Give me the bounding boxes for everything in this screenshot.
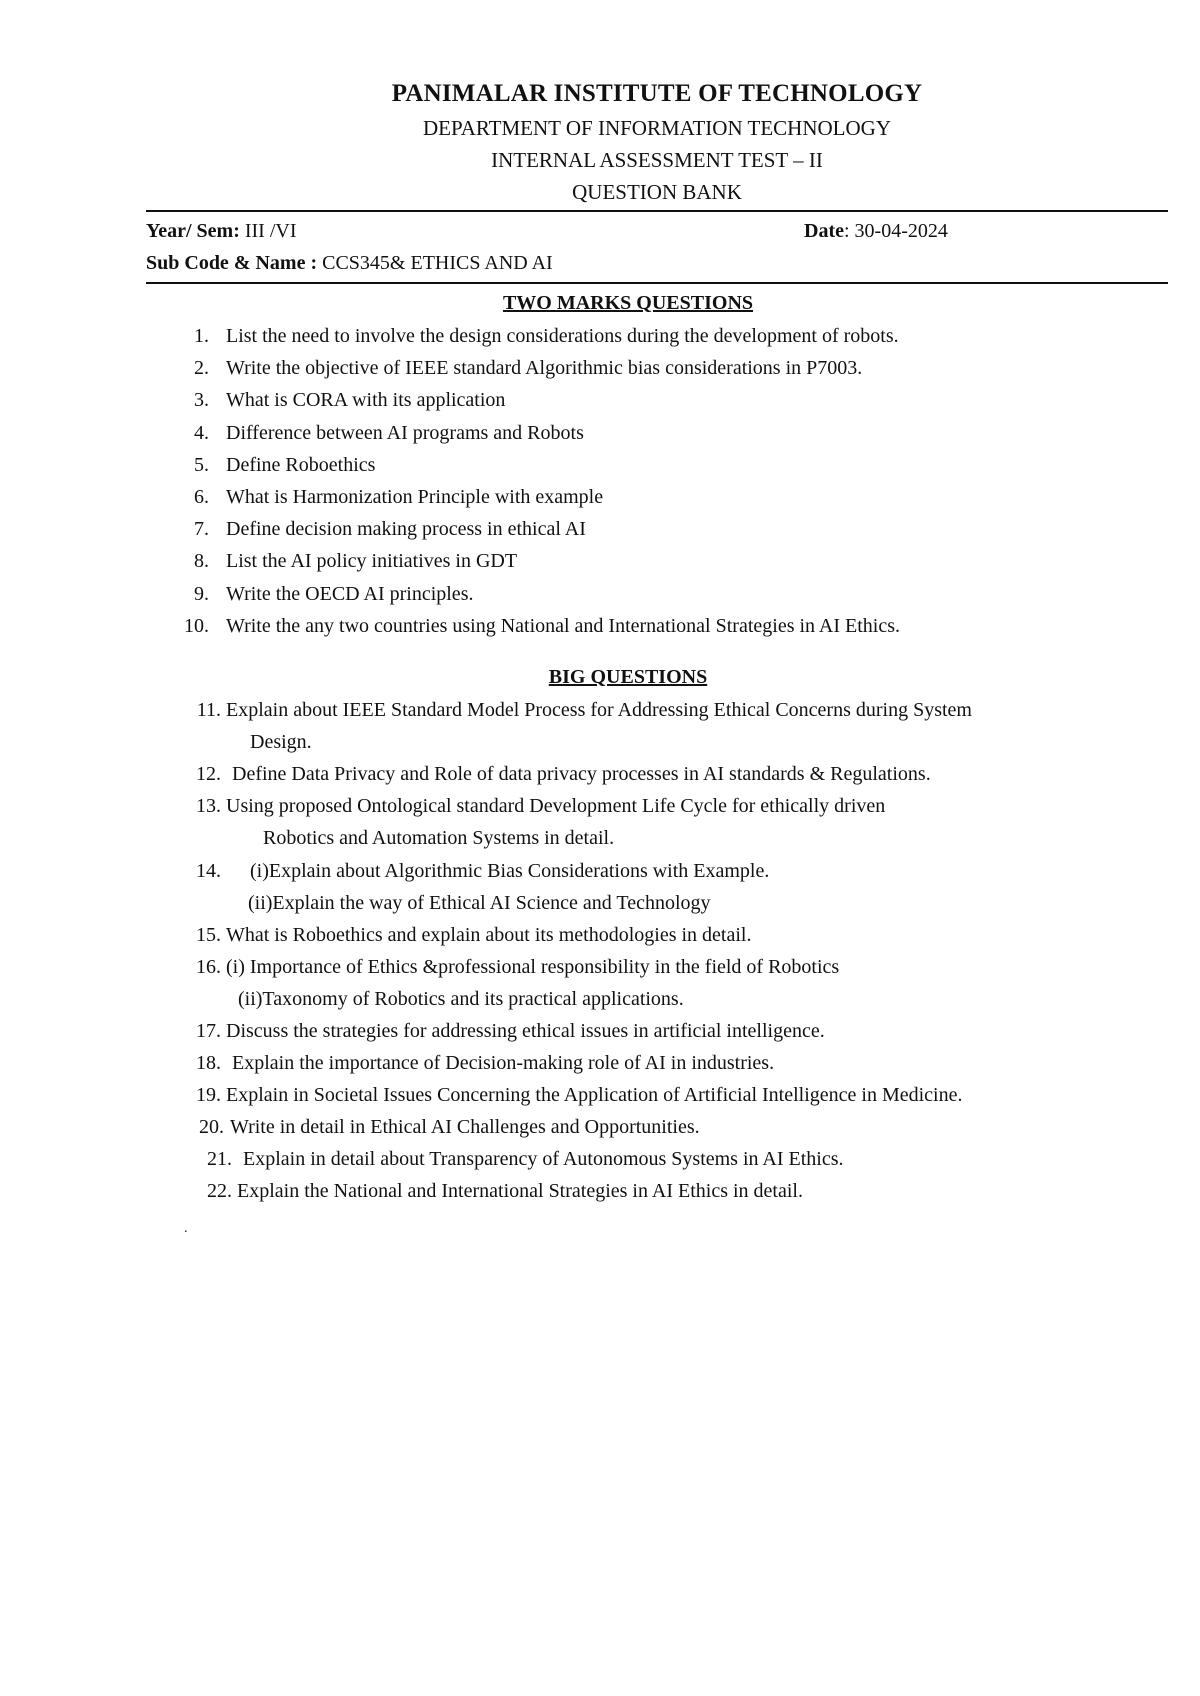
question-text: What is CORA with its application [226, 389, 506, 412]
question-number: 2. [194, 357, 209, 380]
test-name: INTERNAL ASSESSMENT TEST – II [491, 148, 823, 172]
year-sem-label: Year/ Sem: [146, 220, 240, 242]
question-number: 21. [207, 1148, 232, 1170]
two-marks-title: TWO MARKS QUESTIONS [502, 292, 754, 314]
question-number: 1. [194, 325, 209, 347]
date-field [804, 216, 948, 246]
question-text: Write the OECD AI principles. [226, 582, 474, 605]
question-text: Using proposed Ontological standard Development Life Cycle for ethically driven [226, 795, 886, 817]
question-text: Explain the National and International Strategies in AI Ethics in detail. [237, 1180, 803, 1202]
question-number: 7. [194, 518, 209, 541]
institution-name: PANIMALAR INSTITUTE OF TECHNOLOGY [391, 80, 923, 107]
question-number: 5. [194, 453, 209, 476]
subject-value: CCS345& ETHICS AND AI [322, 252, 553, 274]
document-type: QUESTION BANK [572, 180, 742, 204]
question-number: 8. [194, 550, 209, 573]
question-continuation: (ii)Explain the way of Ethical AI Science and Technology [248, 892, 711, 914]
question-number: 20. [199, 1116, 224, 1138]
question-number: 11. [196, 699, 221, 721]
question-number: 18. [196, 1052, 221, 1074]
question-number: 10. [184, 614, 209, 637]
question-text: Write the any two countries using National and International Strategies in AI Ethics. [226, 614, 901, 637]
question-text: Explain in Societal Issues Concerning the Application of Artificial Intelligence in Medicine. [226, 1084, 963, 1106]
question-number: 12. [196, 763, 221, 785]
question-text: What is Harmonization Principle with example [226, 486, 604, 508]
question-text: Define Data Privacy and Role of data privacy processes in AI standards & Regulations. [232, 763, 931, 785]
question-number: 17. [196, 1020, 221, 1042]
bottom-divider [146, 282, 1168, 284]
question-text: Explain in detail about Transparency of Autonomous Systems in AI Ethics. [243, 1148, 844, 1170]
question-text: List the AI policy initiatives in GDT [226, 550, 518, 573]
question-text: List the need to involve the design considerations during the development of robots. [226, 325, 899, 347]
question-continuation: Design. [250, 731, 312, 753]
question-text: Define decision making process in ethical AI [226, 518, 586, 541]
stray-mark: . [184, 1221, 188, 1236]
question-text: Explain the importance of Decision-making role of AI in industries. [232, 1052, 775, 1074]
date-value: : 30-04-2024 [843, 220, 948, 242]
big-questions-title: BIG QUESTIONS [548, 666, 708, 688]
question-number: 9. [194, 582, 209, 605]
question-text: What is Roboethics and explain about its methodologies in detail. [226, 924, 752, 946]
year-sem-value: III /VI [244, 220, 297, 242]
top-divider [146, 210, 1168, 212]
subject-label: Sub Code & Name : [146, 252, 318, 274]
question-text: Write in detail in Ethical AI Challenges and Opportunities. [230, 1116, 700, 1138]
question-number: 13. [196, 795, 221, 817]
department-name: DEPARTMENT OF INFORMATION TECHNOLOGY [423, 116, 891, 140]
year-sem-row [146, 216, 1168, 246]
question-text: Difference between AI programs and Robots [226, 421, 584, 444]
question-continuation: Robotics and Automation Systems in detail. [263, 827, 615, 849]
question-continuation: (ii)Taxonomy of Robotics and its practical applications. [238, 988, 684, 1010]
question-text: Define Roboethics [226, 453, 376, 476]
question-number: 15. [196, 924, 221, 946]
question-text: (i) Importance of Ethics &professional responsibility in the field of Robotics [226, 956, 840, 978]
question-text: (i)Explain about Algorithmic Bias Considerations with Example. [250, 860, 770, 882]
question-number: 19. [196, 1084, 221, 1106]
date-label: Date [804, 220, 844, 242]
document-header [146, 76, 1168, 208]
question-text: Explain about IEEE Standard Model Process for Addressing Ethical Concerns during System [226, 699, 972, 721]
question-text: Discuss the strategies for addressing ethical issues in artificial intelligence. [226, 1020, 825, 1042]
question-number: 3. [194, 389, 209, 412]
question-number: 6. [194, 486, 209, 508]
question-number: 22. [207, 1180, 232, 1202]
question-number: 4. [194, 421, 209, 444]
subject-row [146, 248, 1168, 278]
question-text: Write the objective of IEEE standard Algorithmic bias considerations in P7003. [226, 357, 863, 380]
question-number: 14. [196, 860, 221, 882]
question-number: 16. [196, 956, 221, 978]
